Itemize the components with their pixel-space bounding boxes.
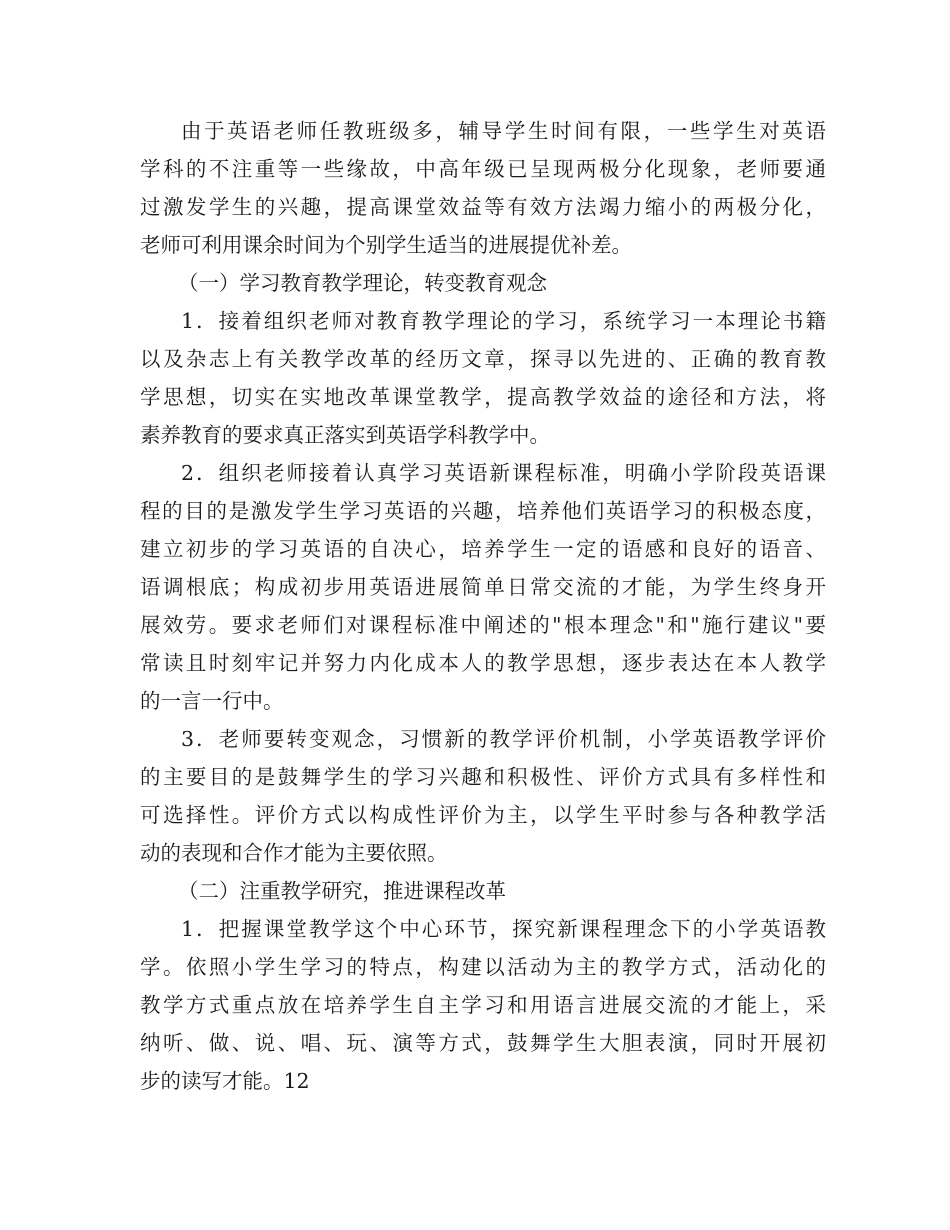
paragraph-line: 纳听、做、说、唱、玩、演等方式，鼓舞学生大胆表演，同时开展初 <box>140 1031 826 1055</box>
paragraph-line: 老师可利用课余时间为个别学生适当的进展提优补差。 <box>140 233 632 257</box>
paragraph-line: 步的读写才能。12 <box>140 1069 310 1093</box>
paragraph-line: 学。依照小学生学习的特点，构建以活动为主的教学方式，活动化的 <box>140 955 826 979</box>
paragraph-line: 教学方式重点放在培养学生自主学习和用语言进展交流的才能上，采 <box>140 993 826 1017</box>
paragraph-line: 3．老师要转变观念，习惯新的教学评价机制，小学英语教学评价 <box>181 727 826 751</box>
paragraph-line: 2．组织老师接着认真学习英语新课程标准，明确小学阶段英语课 <box>181 461 826 485</box>
paragraph-line: 素养教育的要求真正落实到英语学科教学中。 <box>140 423 550 447</box>
paragraph-line: 的主要目的是鼓舞学生的学习兴趣和积极性、评价方式具有多样性和 <box>140 765 826 789</box>
paragraph-line: 程的目的是激发学生学习英语的兴趣，培养他们英语学习的积极态度， <box>140 499 826 523</box>
section-heading: （一）学习教育教学理论，转变教育观念 <box>178 271 547 295</box>
paragraph-line: 展效劳。要求老师们对课程标准中阐述的"根本理念"和"施行建议"要 <box>140 613 826 637</box>
document-body <box>140 112 826 1100</box>
paragraph-line: 建立初步的学习英语的自决心，培养学生一定的语感和良好的语音、 <box>140 537 826 561</box>
paragraph-line: 1．把握课堂教学这个中心环节，探究新课程理念下的小学英语教 <box>181 917 826 941</box>
section-heading: （二）注重教学研究，推进课程改革 <box>178 879 506 903</box>
paragraph-line: 以及杂志上有关教学改革的经历文章，探寻以先进的、正确的教育教 <box>140 347 826 371</box>
paragraph-line: 动的表现和合作才能为主要依照。 <box>140 841 448 865</box>
paragraph-line: 语调根底；构成初步用英语进展简单日常交流的才能，为学生终身开 <box>140 575 826 599</box>
paragraph-line: 学科的不注重等一些缘故，中高年级已呈现两极分化现象，老师要通 <box>140 157 826 181</box>
paragraph-line: 常读且时刻牢记并努力内化成本人的教学思想，逐步表达在本人教学 <box>140 651 826 675</box>
paragraph-line: 学思想，切实在实地改革课堂教学，提高教学效益的途径和方法，将 <box>140 385 826 409</box>
paragraph-line: 的一言一行中。 <box>140 689 284 713</box>
paragraph-line: 可选择性。评价方式以构成性评价为主，以学生平时参与各种教学活 <box>140 803 826 827</box>
paragraph-line: 1．接着组织老师对教育教学理论的学习，系统学习一本理论书籍 <box>181 309 826 333</box>
paragraph-line: 由于英语老师任教班级多，辅导学生时间有限，一些学生对英语 <box>181 119 826 143</box>
paragraph-line: 过激发学生的兴趣，提高课堂效益等有效方法竭力缩小的两极分化， <box>140 195 826 219</box>
